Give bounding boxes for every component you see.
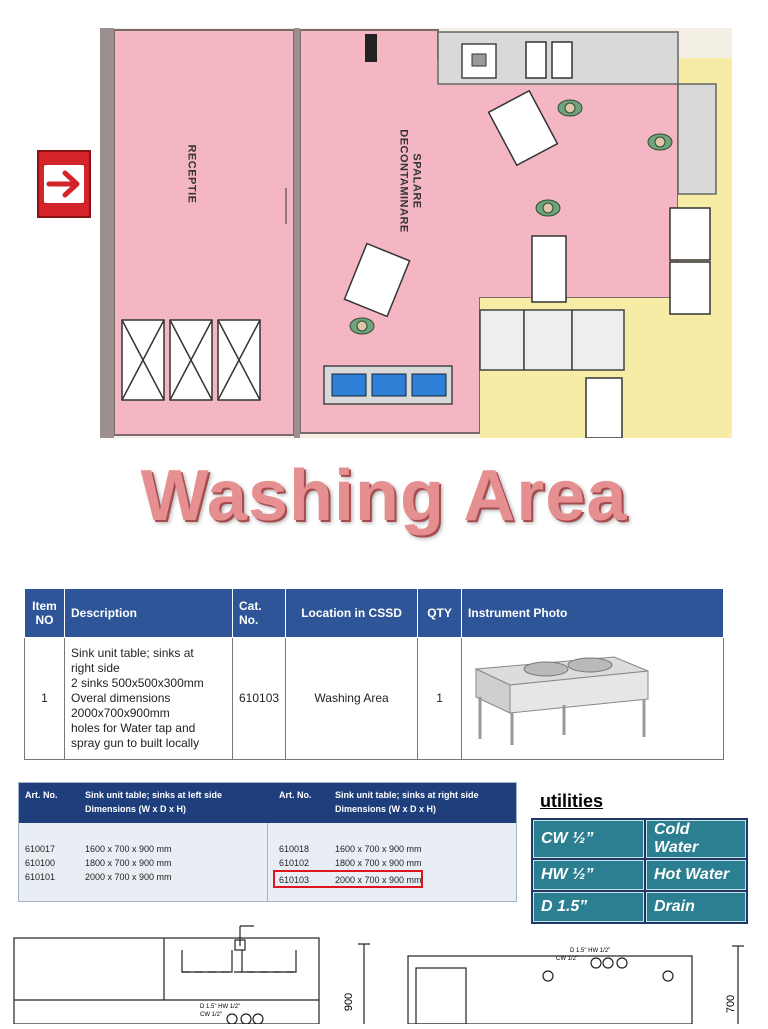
- cell-cat-no: 610103: [233, 638, 286, 760]
- exit-sign: [37, 150, 91, 218]
- header-qty: QTY: [418, 589, 462, 638]
- cell-description: [65, 638, 233, 760]
- utility-name: Hot Water: [646, 860, 746, 890]
- drawing-note-left-2: CW 1/2": [200, 1012, 223, 1018]
- art-header-desc-right: Sink unit table; sinks at right side: [335, 790, 479, 800]
- art-dim-left: 2000 x 700 x 900 mm: [85, 872, 172, 882]
- header-location: Location in CSSD: [286, 589, 418, 638]
- utilities-table: [531, 818, 748, 924]
- column-divider: [267, 823, 268, 901]
- article-table-header: [19, 783, 516, 823]
- header-item-no: Item NO: [25, 589, 65, 638]
- description-line: right side: [71, 661, 120, 675]
- selected-row-highlight: [273, 870, 423, 888]
- cell-instrument-photo: [462, 638, 724, 760]
- art-no-left: 610017: [25, 844, 56, 854]
- table-row: [25, 638, 724, 760]
- cell-item-no: 1: [25, 638, 65, 760]
- article-table: [18, 782, 517, 902]
- art-header-desc-left: Sink unit table; sinks at left side: [85, 790, 223, 800]
- drawing-note-right-2: CW 1/2": [556, 956, 579, 962]
- art-dim-left: 1600 x 700 x 900 mm: [85, 844, 172, 854]
- room-label-wash: SPALARE DECONTAMINARE: [397, 129, 423, 233]
- item-table: [24, 588, 724, 760]
- table-row: [533, 820, 746, 858]
- cell-qty: 1: [418, 638, 462, 760]
- cell-location: Washing Area: [286, 638, 418, 760]
- header-cat-no: Cat. No.: [233, 589, 286, 638]
- utility-code: CW ½”: [533, 820, 644, 858]
- description-line: 2000x700x900mm: [71, 706, 170, 720]
- utility-code: HW ½”: [533, 860, 644, 890]
- art-no-right: 610103: [279, 875, 310, 885]
- art-dim-left: 1800 x 700 x 900 mm: [85, 858, 172, 868]
- art-no-left: 610100: [25, 858, 56, 868]
- utility-name: Drain: [646, 892, 746, 922]
- arrow-right-icon: [39, 152, 89, 216]
- art-dim-right: 1600 x 700 x 900 mm: [335, 844, 422, 854]
- technical-drawings: [0, 916, 768, 1024]
- utility-name: Cold Water: [646, 820, 746, 858]
- description-line: holes for Water tap and: [71, 721, 196, 735]
- room-label-reception: RECEPTIE: [185, 144, 198, 204]
- sink-elevation-drawings: [0, 916, 768, 1024]
- header-instrument-photo: Instrument Photo: [462, 589, 724, 638]
- art-dim-right: 2000 x 700 x 900 mm: [335, 875, 422, 885]
- art-no-right: 610018: [279, 844, 310, 854]
- drawing-note-left: D 1.5" HW 1/2": [200, 1004, 241, 1010]
- art-header-dim-right: Dimensions (W x D x H): [335, 804, 437, 814]
- table-row: [533, 860, 746, 890]
- item-table-header-row: [25, 589, 724, 638]
- art-header-no-right: Art. No.: [279, 790, 312, 800]
- floor-plan: [100, 28, 732, 438]
- art-header-dim-left: Dimensions (W x D x H): [85, 804, 187, 814]
- utility-code: D 1.5”: [533, 892, 644, 922]
- page-title: Washing Area: [140, 456, 628, 536]
- header-description: Description: [65, 589, 233, 638]
- utilities-title: utilities: [540, 791, 604, 811]
- dimension-700: 700: [725, 994, 738, 1014]
- art-no-left: 610101: [25, 872, 56, 882]
- drawing-note-right: D 1.5" HW 1/2": [570, 948, 611, 954]
- art-header-no-left: Art. No.: [25, 790, 58, 800]
- sink-table-photo: [464, 647, 654, 747]
- description-line: 2 sinks 500x500x300mm: [71, 676, 204, 690]
- art-dim-right: 1800 x 700 x 900 mm: [335, 858, 422, 868]
- dimension-900: 900: [343, 992, 356, 1012]
- art-no-right: 610102: [279, 858, 310, 868]
- description-line: Overal dimensions: [71, 691, 171, 705]
- description-line: Sink unit table; sinks at: [71, 646, 194, 660]
- description-line: spray gun to built locally: [71, 736, 200, 750]
- floor-plan-drawing: [100, 28, 732, 438]
